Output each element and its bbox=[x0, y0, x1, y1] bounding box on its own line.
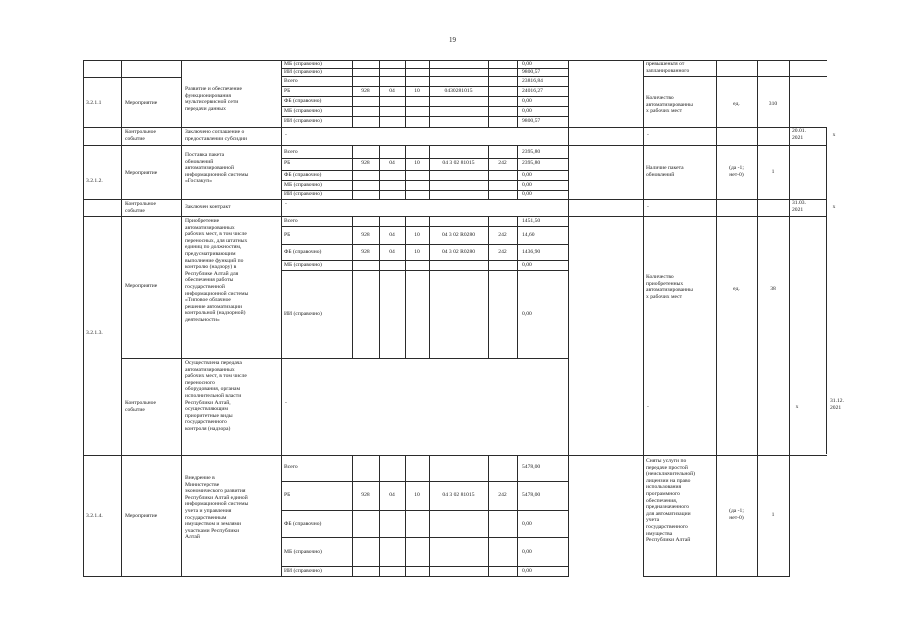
expense-type-code: 242 bbox=[498, 160, 507, 166]
amount-value: 9800,57 bbox=[522, 118, 541, 124]
grid-line bbox=[643, 76, 827, 77]
subsection-code: 10 bbox=[414, 88, 420, 94]
target-article-code: 04 3 02 81015 bbox=[442, 160, 475, 166]
grid-line bbox=[281, 270, 568, 271]
source-label: ИИ (справочно) bbox=[284, 568, 322, 574]
grid-line bbox=[281, 481, 568, 482]
amount-value: 0,00 bbox=[522, 521, 532, 527]
amount-value: 0,00 bbox=[522, 108, 532, 114]
source-label: МБ (справочно) bbox=[284, 182, 322, 188]
amount-value: 0,00 bbox=[522, 191, 532, 197]
grid-line bbox=[83, 127, 827, 128]
event-name: Заключено соглашение о предоставлении субсидии bbox=[185, 129, 247, 142]
grid-line bbox=[826, 127, 827, 454]
row-type: Контрольное событие bbox=[125, 201, 156, 214]
amount-value: 0,00 bbox=[522, 549, 532, 555]
x-mark: x bbox=[832, 132, 836, 138]
indicator-text: Сняты услуги по передаче простой (неисключительной) лицензии на право использования программного обеспечения, предназначенного для автоматизации учета государственного имущества Республики Алтай bbox=[646, 458, 696, 544]
grid-line bbox=[643, 576, 789, 577]
row-type: Мероприятие bbox=[125, 283, 158, 289]
indicator-value: 1 bbox=[771, 169, 775, 175]
amount-value: 0,00 bbox=[522, 61, 532, 67]
target-article-code: 0430281015 bbox=[444, 88, 473, 94]
amount-value: 0,00 bbox=[522, 98, 532, 104]
amount-value: 0,00 bbox=[522, 172, 532, 178]
grid-line bbox=[281, 537, 568, 538]
grid-line bbox=[379, 455, 380, 577]
indicator-value: 1 bbox=[771, 512, 775, 518]
source-label: Всего bbox=[284, 149, 298, 155]
section-code: 04 bbox=[389, 88, 395, 94]
indicator-unit: (да -1; нет-0) bbox=[729, 165, 744, 178]
activity-name: Поставка пакета обновлений автоматизированной информационной системы «Госзакуп» bbox=[185, 152, 249, 185]
grid-line bbox=[281, 106, 568, 107]
row-number: 3.2.1.1 bbox=[86, 100, 102, 106]
amount-value: 0,00 bbox=[522, 182, 532, 188]
grid-line bbox=[281, 510, 568, 511]
dash: - bbox=[647, 132, 649, 138]
amount-value: 5478,00 bbox=[522, 492, 541, 498]
row-type: Мероприятие bbox=[125, 100, 158, 106]
row-type: Мероприятие bbox=[125, 513, 158, 519]
grid-line bbox=[281, 226, 568, 227]
amount-value: 23816,84 bbox=[522, 78, 543, 84]
grid-line bbox=[281, 158, 568, 159]
dash: - bbox=[647, 404, 649, 410]
grid-line bbox=[281, 260, 568, 261]
grid-line bbox=[568, 60, 569, 577]
source-label: РБ bbox=[284, 88, 291, 94]
event-name: Заключен контракт bbox=[185, 204, 231, 210]
grid-line bbox=[517, 455, 518, 577]
indicator-text: Количество приобретенных автоматизированны х рабочих мест bbox=[646, 274, 693, 300]
control-date: 20.01. 2021 bbox=[792, 128, 806, 141]
expense-type-code: 242 bbox=[498, 232, 507, 238]
source-label: ФБ (справочно) bbox=[284, 98, 322, 104]
indicator-value: 310 bbox=[768, 101, 778, 107]
section-code: 04 bbox=[389, 249, 395, 255]
indicator-text: Наличие пакета обновлений bbox=[646, 165, 684, 178]
section-code: 04 bbox=[389, 492, 395, 498]
grid-line bbox=[281, 170, 568, 171]
grid-line bbox=[281, 116, 568, 117]
expense-type-code: 242 bbox=[498, 249, 507, 255]
dash: - bbox=[285, 201, 287, 207]
amount-value: 0,00 bbox=[522, 311, 532, 317]
grbs-code: 928 bbox=[361, 249, 370, 255]
source-label: ФБ (справочно) bbox=[284, 521, 322, 527]
source-label: РБ bbox=[284, 492, 291, 498]
source-label: ФБ (справочно) bbox=[284, 249, 322, 255]
activity-name: Приобретение автоматизированных рабочих мест, в том числе переносных, для штатных единиц по должностям, предусматривающим выполнение функций по контролю (надзору) в Республике Алтай для обеспечения работы государственной информационной системы «Типовое облачное решение автоматизации контрольной (надзорной) деятельности» bbox=[185, 218, 249, 323]
x-mark: x bbox=[795, 404, 799, 410]
control-date: 31.12. 2021 bbox=[830, 398, 844, 411]
source-label: ИИ (справочно) bbox=[284, 118, 322, 124]
grid-line bbox=[83, 199, 827, 200]
grid-line bbox=[757, 60, 758, 577]
grid-line bbox=[281, 76, 568, 77]
source-label: ФБ (справочно) bbox=[284, 172, 322, 178]
source-label: РБ bbox=[284, 160, 291, 166]
control-date: 31.03. 2021 bbox=[792, 200, 806, 213]
grid-line bbox=[281, 86, 568, 87]
grid-line bbox=[517, 216, 518, 358]
expense-type-code: 242 bbox=[498, 492, 507, 498]
amount-value: 0,00 bbox=[522, 568, 532, 574]
indicator-unit: ед. bbox=[733, 286, 740, 292]
grid-line bbox=[121, 358, 568, 359]
amount-value: 2395,80 bbox=[522, 160, 541, 166]
subsection-code: 10 bbox=[414, 249, 420, 255]
target-article-code: 04 3 02 R0280 bbox=[441, 232, 476, 238]
source-label: МБ (справочно) bbox=[284, 549, 322, 555]
grbs-code: 928 bbox=[361, 232, 370, 238]
x-mark: x bbox=[832, 204, 836, 210]
source-label: Всего bbox=[284, 218, 298, 224]
amount-value: 14,60 bbox=[522, 232, 535, 238]
subsection-code: 10 bbox=[414, 160, 420, 166]
grid-line bbox=[83, 576, 569, 577]
amount-value: 1451,50 bbox=[522, 218, 541, 224]
grid-line bbox=[643, 60, 644, 577]
amount-value: 5478,00 bbox=[522, 464, 541, 470]
grid-line bbox=[83, 77, 181, 78]
row-type: Контрольное событие bbox=[125, 400, 156, 413]
grid-line bbox=[789, 60, 790, 577]
grid-line bbox=[121, 60, 122, 577]
event-name: Осуществлена передача автоматизированных рабочих мест, в том числе переносного оборудования, органам исполнительной власти Республики Алтай, осуществляющим приоритетные виды государственного контроля (надзора) bbox=[185, 360, 247, 432]
source-label: ИИ (справочно) bbox=[284, 191, 322, 197]
grid-line bbox=[281, 244, 568, 245]
indicator-unit: (да -1; нет-0) bbox=[729, 508, 744, 521]
grid-line bbox=[281, 96, 568, 97]
grid-line bbox=[281, 180, 568, 181]
source-label: ИИ (справочно) bbox=[284, 311, 322, 317]
grid-line bbox=[429, 455, 430, 577]
source-label: МБ (справочно) bbox=[284, 108, 322, 114]
source-label: ИИ (справочно) bbox=[284, 69, 322, 75]
grid-line bbox=[281, 60, 282, 577]
indicator-text: превышеньтя от запланированного bbox=[646, 61, 690, 74]
subsection-code: 10 bbox=[414, 232, 420, 238]
dash: - bbox=[285, 132, 287, 138]
amount-value: 9800,57 bbox=[522, 69, 541, 75]
grid-line bbox=[181, 60, 182, 577]
indicator-unit: ед. bbox=[733, 101, 740, 107]
grid-line bbox=[352, 455, 353, 577]
amount-value: 1436,90 bbox=[522, 249, 541, 255]
grid-line bbox=[83, 455, 827, 456]
grid-line bbox=[281, 566, 568, 567]
subsection-code: 10 bbox=[414, 492, 420, 498]
source-label: Всего bbox=[284, 464, 298, 470]
section-code: 04 bbox=[389, 232, 395, 238]
grid-line bbox=[83, 216, 827, 217]
source-label: РБ bbox=[284, 232, 291, 238]
section-code: 04 bbox=[389, 160, 395, 166]
indicator-value: 38 bbox=[770, 286, 776, 292]
source-label: МБ (справочно) bbox=[284, 61, 322, 67]
row-number: 3.2.1.3. bbox=[86, 330, 103, 336]
activity-name: Развитие и обеспечение функционирования мультисервисной сети передачи данных bbox=[185, 86, 242, 112]
grid-line bbox=[405, 455, 406, 577]
target-article-code: 04 3 02 R0280 bbox=[441, 249, 476, 255]
dash: - bbox=[647, 204, 649, 210]
amount-value: 2395,80 bbox=[522, 149, 541, 155]
source-label: МБ (справочно) bbox=[284, 262, 322, 268]
row-type: Мероприятие bbox=[125, 170, 158, 176]
grbs-code: 928 bbox=[361, 88, 370, 94]
row-type: Контрольное событие bbox=[125, 129, 156, 142]
grid-line bbox=[83, 60, 84, 577]
activity-name: Внедрение в Министерстве экономического развития Республики Алтай единой информационной системы учета и управления государственным имуществом и землями участками Республики Алтай bbox=[185, 475, 249, 541]
indicator-text: Количество автоматизированны х рабочих мест bbox=[646, 95, 693, 115]
source-label: Всего bbox=[284, 78, 298, 84]
page-number: 19 bbox=[449, 36, 456, 44]
grid-line bbox=[716, 60, 717, 577]
grbs-code: 928 bbox=[361, 492, 370, 498]
target-article-code: 04 3 02 81015 bbox=[442, 492, 475, 498]
grid-line bbox=[83, 145, 827, 146]
grid-line bbox=[488, 455, 489, 577]
amount-value: 24016,27 bbox=[522, 88, 543, 94]
row-number: 3.2.1.4. bbox=[86, 513, 103, 519]
amount-value: 0,00 bbox=[522, 262, 532, 268]
row-number: 3.2.1.2. bbox=[86, 178, 103, 184]
grbs-code: 928 bbox=[361, 160, 370, 166]
dash: - bbox=[285, 400, 287, 406]
